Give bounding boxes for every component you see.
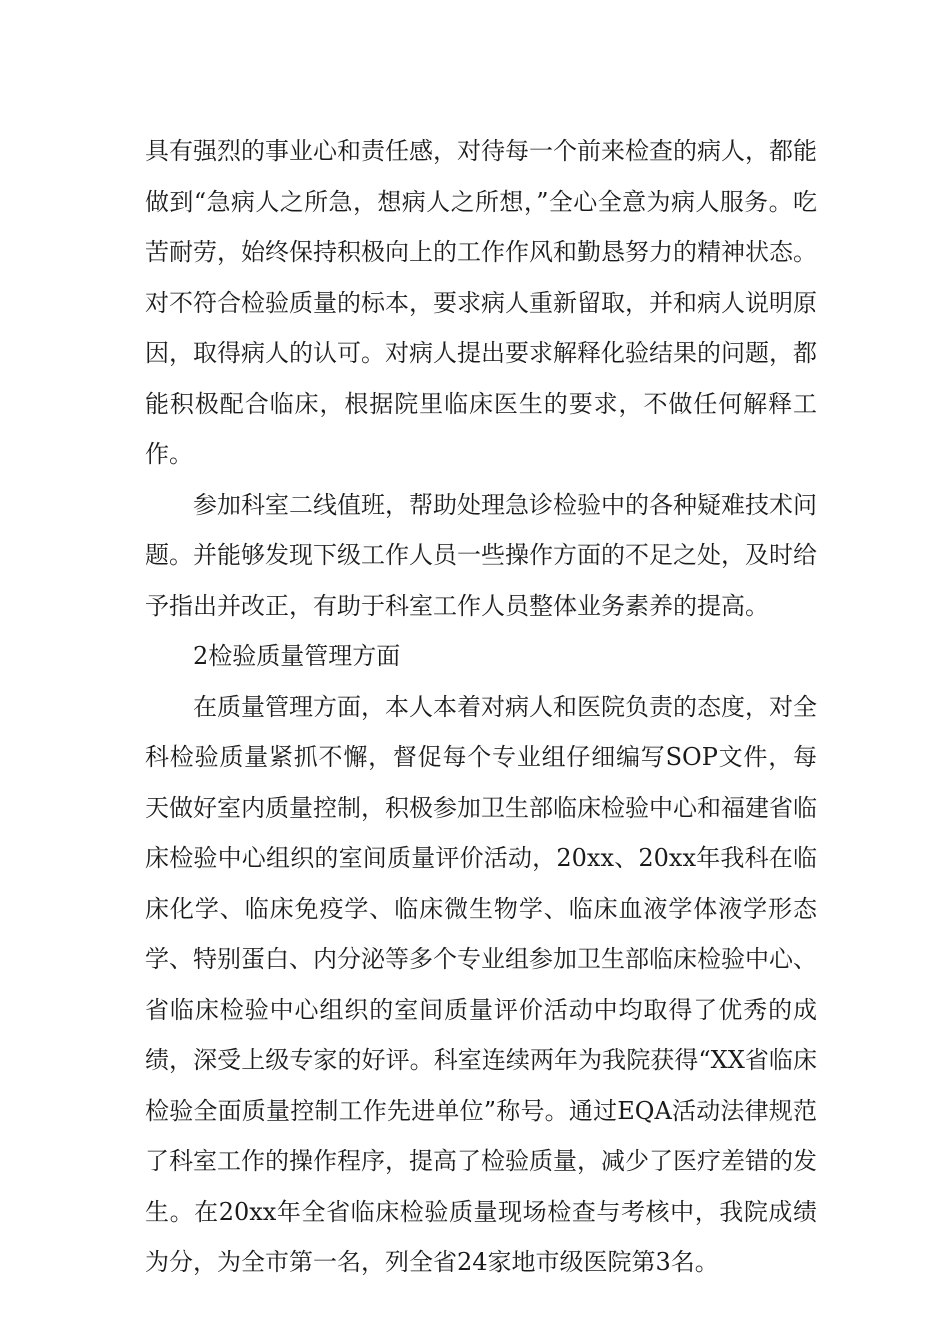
paragraph-service-attitude: 具有强烈的事业心和责任感，对待每一个前来检查的病人，都能做到“急病人之所急，想病人之所想，”全心全意为病人服务。吃苦耐劳，始终保持积极向上的工作作风和勤恳努力的精神状态。对不符合检验质量的标本，要求病人重新留取，并和病人说明原因，取得病人的认可。对病人提出要求解释化验结果的问题，都能积极配合临床，根据院里临床医生的要求，不做任何解释工作。: [145, 137, 817, 468]
document-body: [145, 126, 817, 1288]
paragraph-quality-management: 在质量管理方面，本人本着对病人和医院负责的态度，对全科检验质量紧抓不懈，督促每个专业组仔细编写SOP文件，每天做好室内质量控制，积极参加卫生部临床检验中心和福建省临床检验中心组织的室间质量评价活动，20xx、20xx年我科在临床化学、临床免疫学、临床微生物学、临床血液学体液学形态学、特别蛋白、内分泌等多个专业组参加卫生部临床检验中心、省临床检验中心组织的室间质量评价活动中均取得了优秀的成绩，深受上级专家的好评。科室连续两年为我院获得“XX省临床检验全面质量控制工作先进单位”称号。通过EQA活动法律规范了科室工作的操作程序，提高了检验质量，减少了医疗差错的发生。在20xx年全省临床检验质量现场检查与考核中，我院成绩为分，为全市第一名，列全省24家地市级医院第3名。: [145, 692, 817, 1276]
paragraph-second-line-duty: 参加科室二线值班，帮助处理急诊检验中的各种疑难技术问题。并能够发现下级工作人员一些操作方面的不足之处，及时给予指出并改正，有助于科室工作人员整体业务素养的提高。: [145, 490, 817, 620]
section-heading-quality-management: 2检验质量管理方面: [193, 642, 401, 670]
